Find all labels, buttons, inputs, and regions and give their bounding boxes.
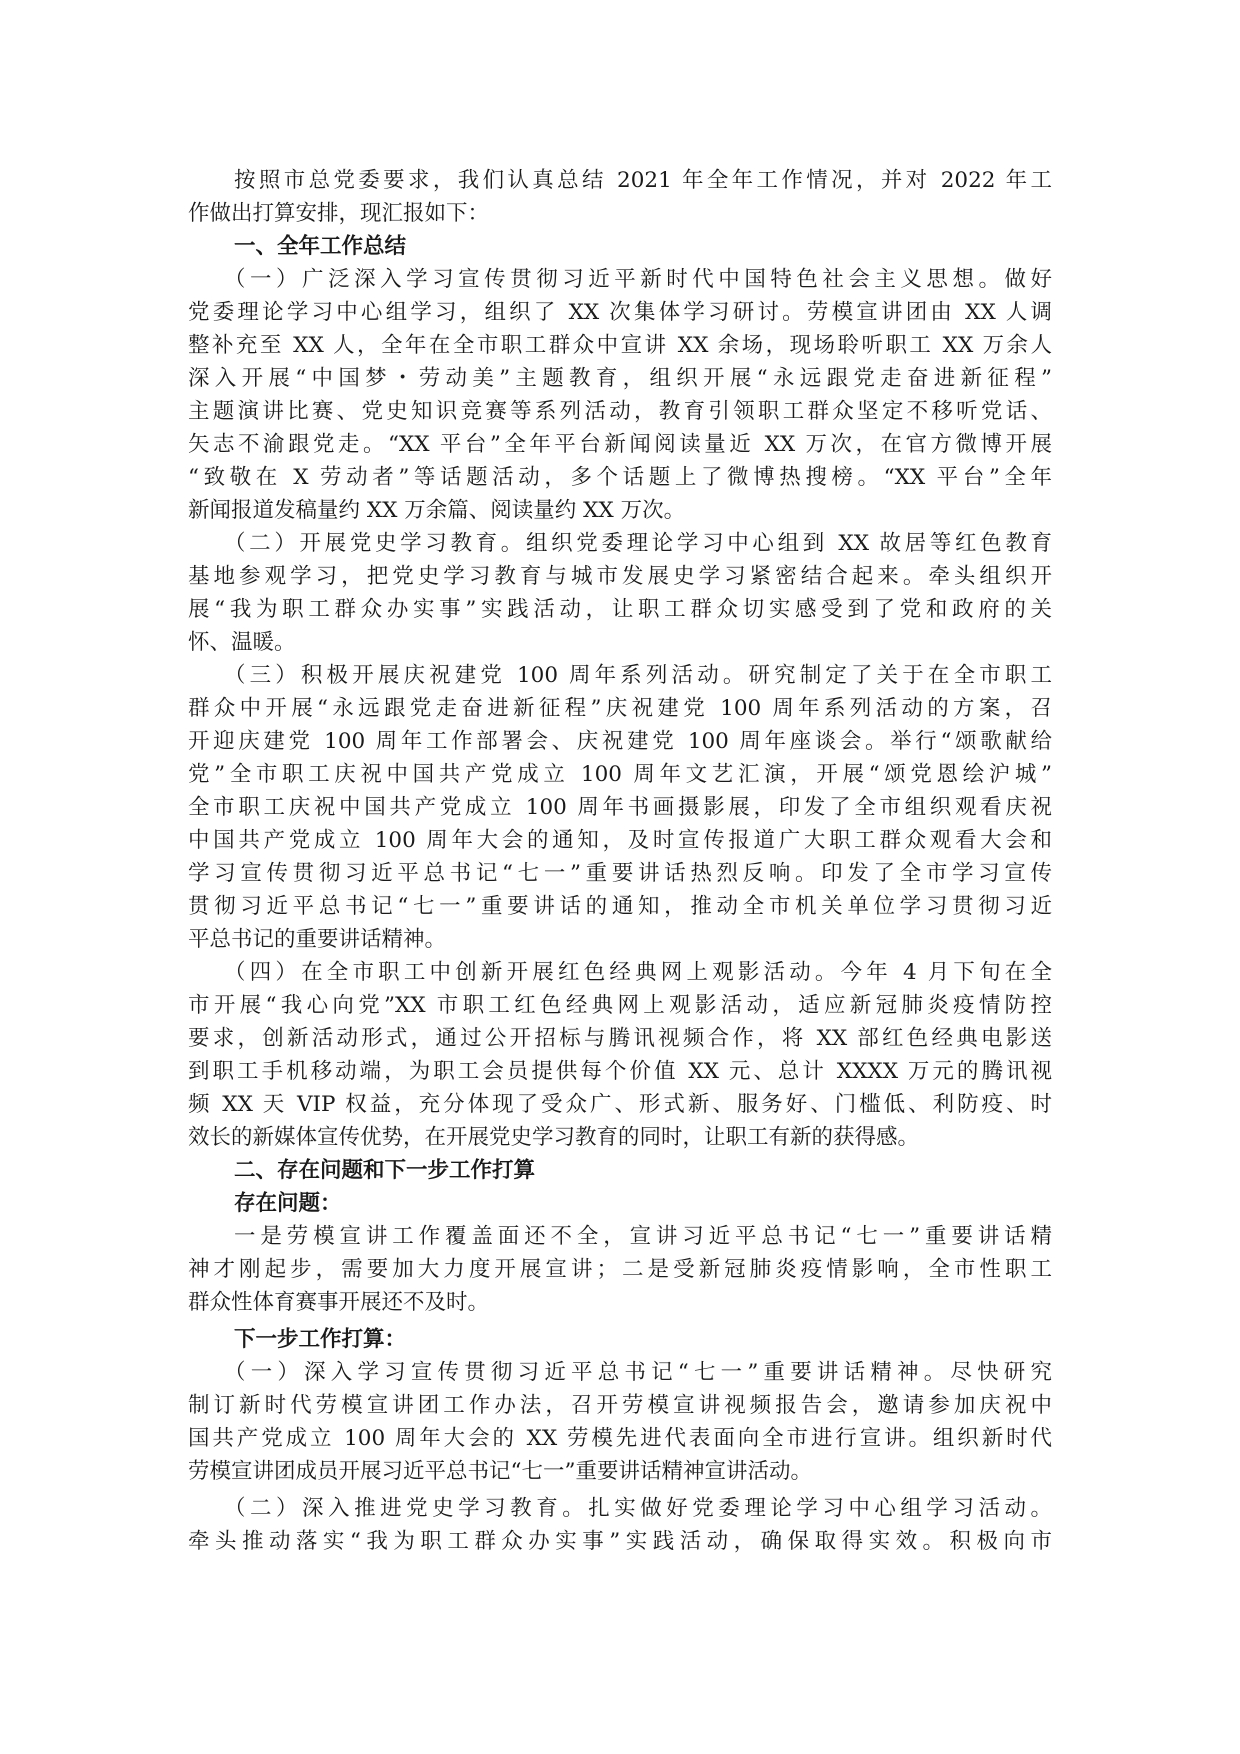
paragraph <box>188 263 1052 527</box>
text-line: 到职工手机移动端，为职工会员提供每个价值 XX 元、总计 XXXX 万元的腾讯视 <box>188 1059 1052 1084</box>
text-line: 下一步工作打算： <box>234 1327 407 1352</box>
text-line: （一）深入学习宣传贯彻习近平总书记“七一”重要讲话精神。尽快研究 <box>224 1360 1052 1385</box>
text-line: 贯彻习近平总书记“七一”重要讲话的通知，推动全市机关单位学习贯彻习近 <box>188 894 1052 919</box>
text-line: 新闻报道发稿量约 XX 万余篇、阅读量约 XX 万次。 <box>188 498 686 523</box>
text-line: 一是劳模宣讲工作覆盖面还不全，宣讲习近平总书记“七一”重要讲话精 <box>234 1224 1052 1249</box>
text-line: 效长的新媒体宣传优势，在开展党史学习教育的同时，让职工有新的获得感。 <box>188 1125 920 1150</box>
paragraph <box>188 956 1052 1154</box>
text-line: 按照市总党委要求，我们认真总结 2021 年全年工作情况，并对 2022 年工 <box>234 168 1052 193</box>
text-line: 党”全市职工庆祝中国共产党成立 100 周年文艺汇演，开展“颂党恩绘沪城” <box>188 762 1052 787</box>
text-line: 平总书记的重要讲话精神。 <box>188 927 447 952</box>
text-line: 展“我为职工群众办实事”实践活动，让职工群众切实感受到了党和政府的关 <box>188 597 1052 622</box>
text-line: 中国共产党成立 100 周年大会的通知，及时宣传报道广大职工群众观看大会和 <box>188 828 1052 853</box>
paragraph <box>188 1356 1052 1488</box>
text-line: 要求，创新活动形式，通过公开招标与腾讯视频合作，将 XX 部红色经典电影送 <box>188 1026 1052 1051</box>
paragraph <box>188 1492 1052 1558</box>
text-line: 作做出打算安排，现汇报如下： <box>188 201 490 226</box>
document-body <box>188 164 1052 1558</box>
text-line: （四）在全市职工中创新开展红色经典网上观影活动。今年 4 月下旬在全 <box>224 960 1052 985</box>
text-line: 存在问题： <box>234 1191 342 1216</box>
text-line: 群众中开展“永远跟党走奋进新征程”庆祝建党 100 周年系列活动的方案，召 <box>188 696 1052 721</box>
paragraph <box>188 527 1052 659</box>
text-line: （三）积极开展庆祝建党 100 周年系列活动。研究制定了关于在全市职工 <box>224 663 1052 688</box>
text-line: “致敬在 X 劳动者”等话题活动，多个话题上了微博热搜榜。“XX 平台”全年 <box>188 465 1052 490</box>
text-line: 一、全年工作总结 <box>234 234 407 259</box>
paragraph <box>188 659 1052 956</box>
text-line: 频 XX 天 VIP 权益，充分体现了受众广、形式新、服务好、门槛低、利防疫、时 <box>188 1092 1052 1117</box>
text-line: 主题演讲比赛、党史知识竞赛等系列活动，教育引领职工群众坚定不移听党话、 <box>188 399 1052 424</box>
section-heading <box>188 1187 1052 1220</box>
text-line: 党委理论学习中心组学习，组织了 XX 次集体学习研讨。劳模宣讲团由 XX 人调 <box>188 300 1052 325</box>
text-line: 国共产党成立 100 周年大会的 XX 劳模先进代表面向全市进行宣讲。组织新时代 <box>188 1426 1052 1451</box>
text-line: 开迎庆建党 100 周年工作部署会、庆祝建党 100 周年座谈会。举行“颂歌献给 <box>188 729 1052 754</box>
text-line: 制订新时代劳模宣讲团工作办法，召开劳模宣讲视频报告会，邀请参加庆祝中 <box>188 1393 1052 1418</box>
section-heading <box>188 1154 1052 1187</box>
text-line: 学习宣传贯彻习近平总书记“七一”重要讲话热烈反响。印发了全市学习宣传 <box>188 861 1052 886</box>
text-line: 二、存在问题和下一步工作打算 <box>234 1158 536 1183</box>
section-heading <box>188 1323 1052 1356</box>
text-line: 市开展“我心向党”XX 市职工红色经典网上观影活动，适应新冠肺炎疫情防控 <box>188 993 1052 1018</box>
text-line: 基地参观学习，把党史学习教育与城市发展史学习紧密结合起来。牵头组织开 <box>188 564 1052 589</box>
text-line: 群众性体育赛事开展还不及时。 <box>188 1290 490 1315</box>
text-line: 怀、温暖。 <box>188 630 296 655</box>
text-line: 深入开展“中国梦・劳动美”主题教育，组织开展“永远跟党走奋进新征程” <box>188 366 1052 391</box>
text-line: （一）广泛深入学习宣传贯彻习近平新时代中国特色社会主义思想。做好 <box>224 267 1052 292</box>
paragraph <box>188 164 1052 230</box>
text-line: （二）深入推进党史学习教育。扎实做好党委理论学习中心组学习活动。 <box>224 1496 1052 1521</box>
text-line: 矢志不渝跟党走。“XX 平台”全年平台新闻阅读量近 XX 万次，在官方微博开展 <box>188 432 1052 457</box>
text-line: 神才刚起步，需要加大力度开展宣讲；二是受新冠肺炎疫情影响，全市性职工 <box>188 1257 1052 1282</box>
text-line: （二）开展党史学习教育。组织党委理论学习中心组到 XX 故居等红色教育 <box>224 531 1052 556</box>
text-line: 劳模宣讲团成员开展习近平总书记“七一”重要讲话精神宣讲活动。 <box>188 1459 812 1484</box>
text-line: 牵头推动落实“我为职工群众办实事”实践活动，确保取得实效。积极向市 <box>188 1529 1052 1554</box>
text-line: 全市职工庆祝中国共产党成立 100 周年书画摄影展，印发了全市组织观看庆祝 <box>188 795 1052 820</box>
paragraph <box>188 1220 1052 1319</box>
text-line: 整补充至 XX 人，全年在全市职工群众中宣讲 XX 余场，现场聆听职工 XX 万余人 <box>188 333 1052 358</box>
section-heading <box>188 230 1052 263</box>
